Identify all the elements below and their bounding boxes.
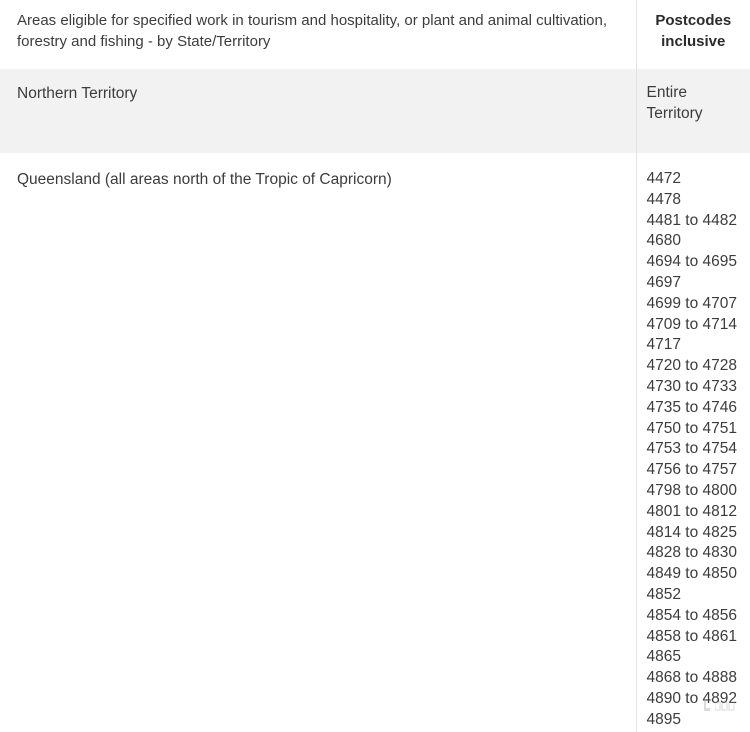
postcode-item: 4828 to 4830 — [646, 544, 738, 562]
postcode-item: 4699 to 4707 — [646, 294, 738, 312]
postcode-item: 4694 to 4695 — [646, 253, 738, 271]
postcode-item: 4798 to 4800 — [646, 481, 738, 499]
postcode-item: 4735 to 4746 — [646, 398, 738, 416]
postcode-item: 4481 to 4482 — [646, 211, 738, 229]
postcode-item: 4854 to 4856 — [646, 606, 738, 624]
area-cell: Northern Territory — [0, 69, 636, 153]
postcode-item: 4697 — [646, 273, 681, 291]
postcode-item: 4720 to 4728 — [646, 357, 738, 375]
postcode-item: 4868 to 4888 — [646, 669, 738, 687]
watermark-glyphs — [715, 701, 735, 711]
postcode-item: 4814 to 4825 — [646, 523, 738, 541]
postcode-item: 4472 — [646, 170, 681, 187]
postcode-item: 4680 — [646, 232, 681, 250]
postcode-list — [647, 169, 747, 731]
postcode-item: 4865 — [646, 648, 681, 666]
logo-mark-icon — [702, 700, 712, 712]
postcode-item: 4756 to 4757 — [646, 461, 738, 479]
postcode-item: 4801 to 4812 — [646, 502, 738, 520]
postcode-item: 4852 — [646, 585, 681, 603]
table-row-queensland — [0, 153, 750, 732]
postcode-item: 4849 to 4850 — [646, 565, 738, 583]
postcode-item: 4753 to 4754 — [646, 440, 738, 458]
postcode-item: 4730 to 4733 — [646, 377, 738, 395]
postcode-item: 4717 — [646, 336, 681, 354]
postcode-item: 4890 to 4892 — [646, 689, 738, 707]
postcode-value: Entire Territory — [646, 84, 703, 122]
postcode-item: 4858 to 4861 — [646, 627, 738, 645]
watermark — [702, 699, 736, 713]
postcode-item: 4750 to 4751 — [646, 419, 738, 437]
postcode-item: 4478 — [646, 190, 681, 208]
postcodes-cell — [636, 69, 750, 153]
header-area: Areas eligible for specified work in tourism and hospitality, or plant and animal cultivation, forestry and fishing - by State/Territory — [17, 12, 608, 50]
postcode-item: 4709 to 4714 — [646, 315, 738, 333]
postcode-item: 4895 — [646, 710, 681, 728]
header-postcodes: Postcodes inclusive — [636, 0, 750, 69]
table-header-row — [0, 0, 750, 69]
postcodes-cell — [636, 153, 750, 732]
table-row-northern-territory — [0, 69, 750, 153]
area-cell: Queensland (all areas north of the Tropic of Capricorn) — [17, 171, 392, 188]
